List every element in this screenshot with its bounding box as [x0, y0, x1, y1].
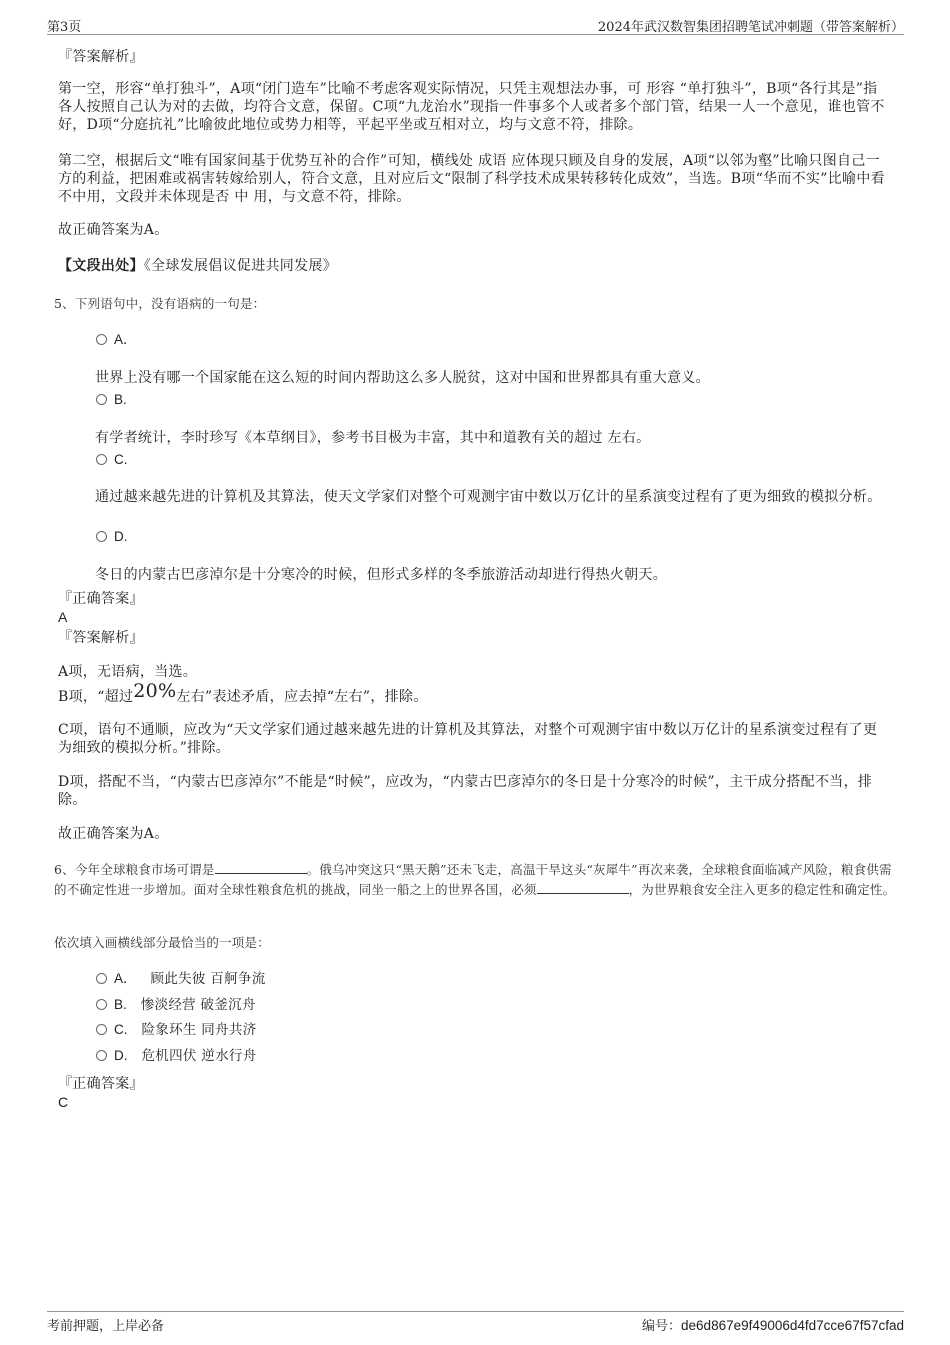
option-text: 险象环生 同舟共济: [141, 1022, 257, 1038]
radio-icon[interactable]: [96, 1024, 107, 1035]
q5-option-a-text: 世界上没有哪一个国家能在这么短的时间内帮助这么多人脱贫，这对中国和世界都具有重大意义。: [95, 370, 710, 386]
q5-option-a[interactable]: [96, 331, 137, 349]
option-label: D.: [114, 529, 128, 544]
option-label: D.: [114, 1048, 128, 1063]
option-label: B.: [114, 392, 127, 407]
radio-icon[interactable]: [96, 973, 107, 984]
q5-conclusion: 故正确答案为A。: [58, 826, 169, 842]
q6-instruction: 依次填入画横线部分最恰当的一项是：: [54, 935, 270, 950]
radio-icon[interactable]: [96, 394, 107, 405]
q5-option-c[interactable]: [96, 451, 128, 469]
radio-icon[interactable]: [96, 454, 107, 465]
q6-option-b[interactable]: [96, 996, 256, 1014]
q6-option-d[interactable]: [96, 1047, 257, 1065]
q5-analysis-c: C项，语句不通顺，应改为“天文学家们通过越来越先进的计算机及其算法，对整个可观测宇宙中数以万亿计的星系演变过程有了更为细致的模拟分析。”排除。: [58, 722, 878, 756]
page-header: [47, 14, 904, 35]
analysis-b-pre: B项，“超过: [58, 689, 134, 705]
option-text: 惨淡经营 破釜沉舟: [140, 997, 256, 1013]
q4-analysis-para2: 第二空，根据后文“唯有国家间基于优势互补的合作”可知，横线处 成语 应体现只顾及自身的发展，A项“以邻为壑”比喻只图自己一方的利益，把困难或祸害转嫁给别人，符合文意，且对应后文“限制了科学技术成果转移转化成效”，当选。B项“华而不实”比喻中看不中用，文段并未体现是否 中 用，与文意不符，排除。: [58, 153, 885, 205]
q5-stem: 5、下列语句中，没有语病的一句是：: [54, 296, 266, 311]
footer-code: [642, 1315, 904, 1334]
radio-icon[interactable]: [96, 999, 107, 1010]
option-text: 顾此失彼 百舸争流: [150, 971, 266, 987]
option-label: C.: [114, 452, 128, 467]
q5-analysis-a: A项，无语病，当选。: [58, 664, 198, 680]
option-label: B.: [114, 997, 127, 1012]
q6-option-a[interactable]: [96, 970, 266, 988]
document-title: 2024年武汉数智集团招聘笔试冲刺题（带答案解析）: [597, 20, 904, 35]
radio-icon[interactable]: [96, 334, 107, 345]
q5-analysis-d: D项，搭配不当，“内蒙古巴彦淖尔”不能是“时候”，应改为，“内蒙古巴彦淖尔的冬日是十分寒冷的时候”，主干成分搭配不当，排除。: [58, 774, 873, 808]
q6-stem-part2: 。俄乌冲突这只“黑天鹅”还未飞走，高温干旱这头“灰犀牛”再次来袭，全球粮食面临减产风险，粮食供需的不确定性进一步增加。面对全球性粮食危机的挑战，同坐一船之上的世界各国，必须: [54, 862, 892, 897]
option-label: C.: [114, 1022, 128, 1037]
option-text: 危机四伏 逆水行舟: [141, 1048, 257, 1064]
q5-option-c-text: 通过越来越先进的计算机及其算法，使天文学家们对整个可观测宇宙中数以万亿计的星系演变过程有了更为细致的模拟分析。: [95, 489, 882, 505]
option-label: A．: [114, 332, 137, 347]
q6-blank-1: [215, 862, 307, 874]
q6-stem-part1: 6、今年全球粮食市场可谓是: [54, 862, 215, 877]
analysis-b-percent: 20%: [133, 680, 177, 702]
q5-option-b[interactable]: [96, 391, 127, 409]
q5-option-d[interactable]: [96, 528, 128, 546]
q6-correct-answer: C: [58, 1094, 69, 1110]
radio-icon[interactable]: [96, 1050, 107, 1061]
q4-conclusion: 故正确答案为A。: [58, 222, 169, 238]
q4-analysis-heading: 『答案解析』: [58, 49, 144, 65]
footer-slogan: 考前押题，上岸必备: [47, 1319, 165, 1334]
option-label: A．: [114, 971, 137, 986]
q5-correct-answer: A: [58, 609, 68, 625]
q6-blank-2: [537, 882, 629, 894]
source-text: 《全球发展倡议促进共同发展》: [143, 258, 338, 274]
page-footer: [47, 1311, 904, 1336]
page-number: 第3页: [47, 20, 82, 35]
q6-option-c[interactable]: [96, 1021, 257, 1039]
q5-option-b-text: 有学者统计，李时珍写《本草纲目》，参考书目极为丰富，其中和道教有关的超过 左右。: [95, 430, 651, 446]
footer-code-value: de6d867e9f49006d4fd7cce67f57cfad: [681, 1318, 904, 1333]
radio-icon[interactable]: [96, 531, 107, 542]
analysis-b-post: 左右”表述矛盾，应去掉“左右”，排除。: [176, 689, 428, 705]
q5-correct-heading: 『正确答案』: [58, 591, 144, 607]
q6-stem-part3: ，为世界粮食安全注入更多的稳定性和确定性。: [628, 882, 896, 897]
q5-option-d-text: 冬日的内蒙古巴彦淖尔是十分寒冷的时候，但形式多样的冬季旅游活动却进行得热火朝天。: [95, 567, 667, 583]
source-label: 【文段出处】: [58, 258, 144, 274]
q6-stem: [54, 860, 899, 900]
q5-analysis-heading: 『答案解析』: [58, 630, 144, 646]
q6-correct-heading: 『正确答案』: [58, 1076, 144, 1092]
footer-code-label: 编号：: [642, 1319, 682, 1334]
q4-analysis-para1: 第一空，形容“单打独斗”，A项“闭门造车”比喻不考虑客观实际情况，只凭主观想法办事，可 形容 “单打独斗”，B项“各行其是”指各人按照自己认为对的去做，均符合文意，保留。C项“九龙治水”现指一件事多个人或者多个部门管，结果一人一个意见，谁也管不好，D项“分庭抗礼”比喻彼此地位或势力相等，平起平坐或互相对立，均与文意不符，排除。: [58, 81, 885, 133]
q5-analysis-b: [58, 680, 888, 706]
q4-source: [58, 257, 888, 275]
